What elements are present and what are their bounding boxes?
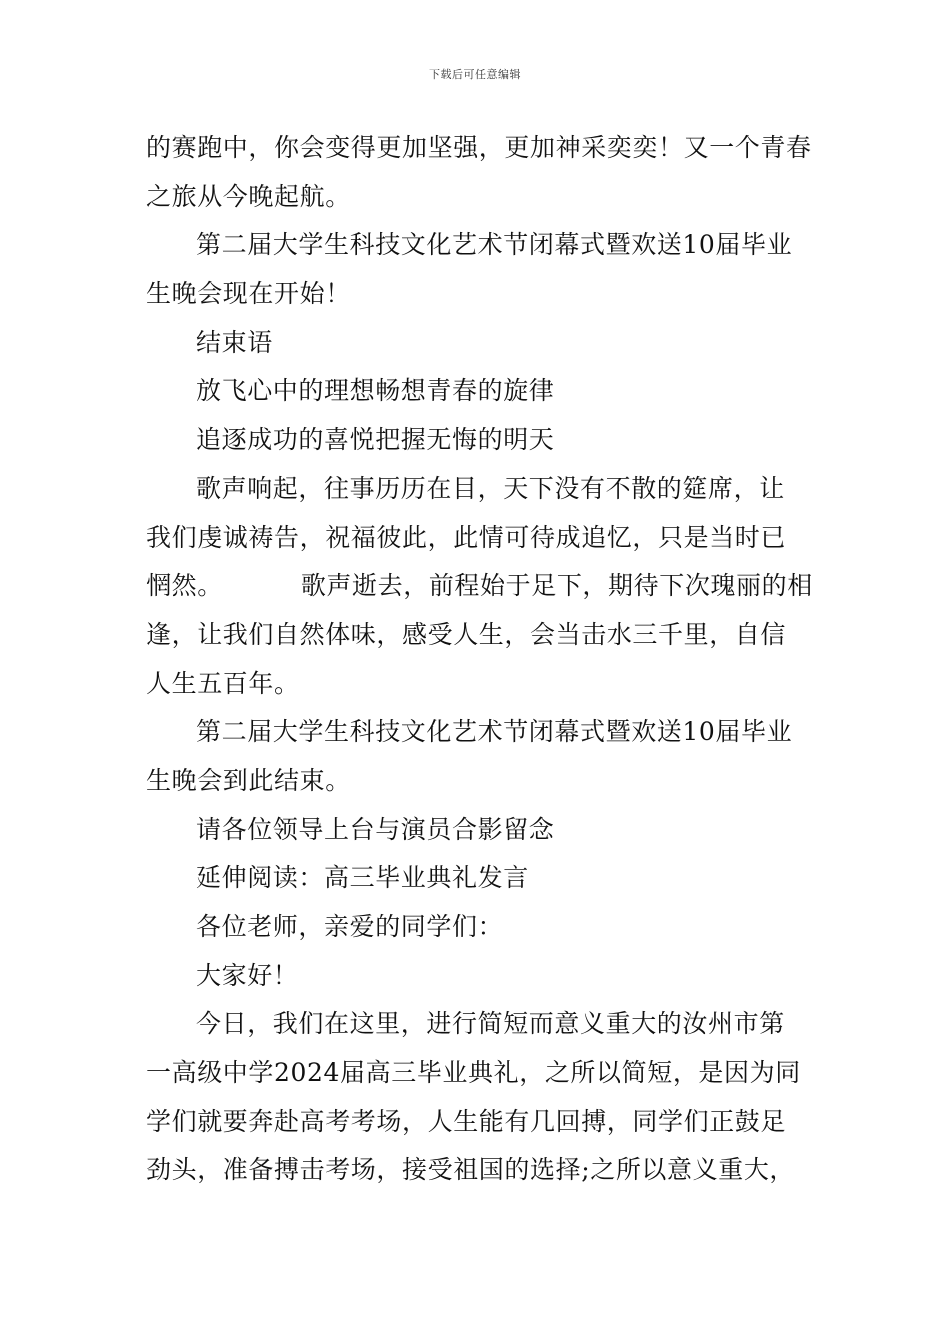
text-line: 今日，我们在这里，进行简短而意义重大的汝州市第: [196, 1009, 785, 1039]
text-line: 劲头，准备搏击考场，接受祖国的选择;之所以意义重大，: [146, 1155, 796, 1185]
text-line: 逢，让我们自然体味，感受人生，会当击水三千里，自信: [146, 619, 787, 649]
text-line: 追逐成功的喜悦把握无悔的明天: [196, 425, 555, 455]
text-fragment: 歌声逝去，前程始于足下，期待下次瑰丽的相: [300, 571, 813, 601]
text-line: 生晚会到此结束。: [146, 765, 351, 795]
text-line: 延伸阅读：高三毕业典礼发言: [196, 863, 529, 893]
text-line: 之旅从今晚起航。: [146, 181, 351, 211]
text-line: 各位老师，亲爱的同学们：: [196, 912, 504, 941]
section-heading: 结束语: [196, 327, 273, 357]
text-fragment: 惘然。: [146, 571, 223, 601]
text-line: 人生五百年。: [146, 668, 300, 698]
document-body: [146, 124, 813, 1195]
text-line: 请各位领导上台与演员合影留念: [196, 814, 555, 844]
text-line: 第二届大学生科技文化艺术节闭幕式暨欢送10届毕业: [196, 717, 793, 747]
text-line: 第二届大学生科技文化艺术节闭幕式暨欢送10届毕业: [196, 230, 793, 260]
text-line: 一高级中学2024届高三毕业典礼，之所以简短，是因为同: [146, 1058, 801, 1088]
text-line: 学们就要奔赴高考考场，人生能有几回搏，同学们正鼓足: [146, 1106, 787, 1136]
text-line: 歌声响起，往事历历在目，天下没有不散的筵席，让: [196, 473, 785, 503]
text-line: 放飞心中的理想畅想青春的旋律: [196, 376, 555, 406]
text-line: 我们虔诚祷告，祝福彼此，此情可待成追忆，只是当时已: [146, 522, 787, 552]
text-line: 生晚会现在开始！: [146, 279, 351, 309]
text-line: [146, 562, 813, 611]
text-line: 大家好！: [196, 960, 299, 990]
text-line: 的赛跑中，你会变得更加坚强，更加神采奕奕！又一个青春: [146, 133, 812, 162]
header-note: 下载后可任意编辑: [429, 68, 521, 81]
